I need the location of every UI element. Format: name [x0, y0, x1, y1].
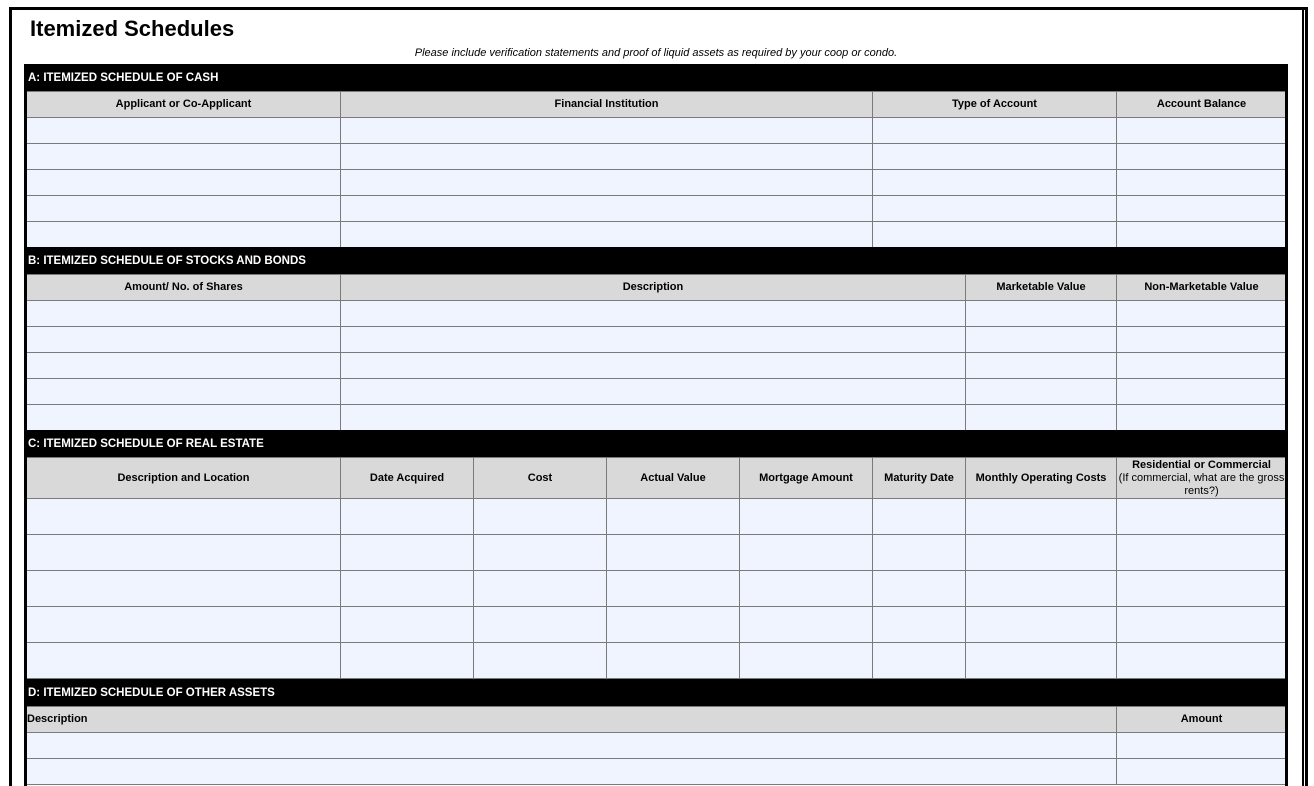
- stock-non-marketable-field[interactable]: [1117, 379, 1287, 405]
- table-outline-left: [24, 64, 27, 786]
- cash-applicant-field[interactable]: [27, 222, 341, 248]
- stock-shares-field[interactable]: [27, 301, 341, 327]
- col-applicant: Applicant or Co-Applicant: [27, 92, 341, 118]
- cash-institution-field[interactable]: [341, 196, 873, 222]
- re-value-field[interactable]: [607, 571, 740, 607]
- re-operating-field[interactable]: [966, 499, 1117, 535]
- section-d-heading: D: ITEMIZED SCHEDULE OF OTHER ASSETS: [24, 679, 1288, 707]
- re-operating-field[interactable]: [966, 535, 1117, 571]
- col-date-acquired: Date Acquired: [341, 458, 474, 499]
- col-description: Description: [341, 275, 966, 301]
- other-assets-table: [26, 706, 1287, 785]
- re-date-field[interactable]: [341, 571, 474, 607]
- stock-marketable-field[interactable]: [966, 405, 1117, 431]
- real-estate-table: [26, 457, 1287, 679]
- cash-balance-field[interactable]: [1117, 118, 1287, 144]
- col-marketable-value: Marketable Value: [966, 275, 1117, 301]
- stock-shares-field[interactable]: [27, 379, 341, 405]
- stock-non-marketable-field[interactable]: [1117, 327, 1287, 353]
- re-mortgage-field[interactable]: [740, 607, 873, 643]
- section-a-heading: A: ITEMIZED SCHEDULE OF CASH: [24, 64, 1288, 92]
- stock-marketable-field[interactable]: [966, 301, 1117, 327]
- re-cost-field[interactable]: [474, 643, 607, 679]
- col-description-location: Description and Location: [27, 458, 341, 499]
- stock-description-field[interactable]: [341, 379, 966, 405]
- re-operating-field[interactable]: [966, 643, 1117, 679]
- re-cost-field[interactable]: [474, 499, 607, 535]
- re-type-field[interactable]: [1117, 643, 1287, 679]
- re-maturity-field[interactable]: [873, 643, 966, 679]
- cash-account-type-field[interactable]: [873, 196, 1117, 222]
- stock-shares-field[interactable]: [27, 405, 341, 431]
- page-subtitle: Please include verification statements and proof of liquid assets as required by your coop or condo.: [414, 47, 898, 59]
- cash-account-type-field[interactable]: [873, 144, 1117, 170]
- stock-marketable-field[interactable]: [966, 353, 1117, 379]
- stock-description-field[interactable]: [341, 405, 966, 431]
- re-description-field[interactable]: [27, 535, 341, 571]
- stock-non-marketable-field[interactable]: [1117, 405, 1287, 431]
- col-financial-institution: Financial Institution: [341, 92, 873, 118]
- re-date-field[interactable]: [341, 643, 474, 679]
- re-description-field[interactable]: [27, 607, 341, 643]
- re-cost-field[interactable]: [474, 607, 607, 643]
- re-description-field[interactable]: [27, 643, 341, 679]
- cash-balance-field[interactable]: [1117, 222, 1287, 248]
- re-date-field[interactable]: [341, 607, 474, 643]
- re-description-field[interactable]: [27, 571, 341, 607]
- re-date-field[interactable]: [341, 499, 474, 535]
- re-mortgage-field[interactable]: [740, 571, 873, 607]
- re-value-field[interactable]: [607, 535, 740, 571]
- col-actual-value: Actual Value: [607, 458, 740, 499]
- col-maturity-date: Maturity Date: [873, 458, 966, 499]
- re-type-field[interactable]: [1117, 535, 1287, 571]
- col-other-amount: Amount: [1117, 707, 1287, 733]
- cash-account-type-field[interactable]: [873, 118, 1117, 144]
- col-cost: Cost: [474, 458, 607, 499]
- stock-description-field[interactable]: [341, 327, 966, 353]
- stock-shares-field[interactable]: [27, 353, 341, 379]
- cash-applicant-field[interactable]: [27, 196, 341, 222]
- re-value-field[interactable]: [607, 607, 740, 643]
- re-operating-field[interactable]: [966, 571, 1117, 607]
- cash-institution-field[interactable]: [341, 118, 873, 144]
- cash-applicant-field[interactable]: [27, 144, 341, 170]
- col-amount-shares: Amount/ No. of Shares: [27, 275, 341, 301]
- cash-balance-field[interactable]: [1117, 170, 1287, 196]
- re-description-field[interactable]: [27, 499, 341, 535]
- cash-account-type-field[interactable]: [873, 222, 1117, 248]
- re-cost-field[interactable]: [474, 535, 607, 571]
- cash-balance-field[interactable]: [1117, 144, 1287, 170]
- re-maturity-field[interactable]: [873, 607, 966, 643]
- col-mortgage-amount: Mortgage Amount: [740, 458, 873, 499]
- cash-institution-field[interactable]: [341, 222, 873, 248]
- stock-marketable-field[interactable]: [966, 379, 1117, 405]
- section-c-heading: C: ITEMIZED SCHEDULE OF REAL ESTATE: [24, 430, 1288, 458]
- form-border-right: [1302, 7, 1304, 786]
- re-mortgage-field[interactable]: [740, 535, 873, 571]
- re-mortgage-field[interactable]: [740, 643, 873, 679]
- re-value-field[interactable]: [607, 643, 740, 679]
- other-description-field[interactable]: [27, 759, 1117, 785]
- cash-applicant-field[interactable]: [27, 170, 341, 196]
- col-account-balance: Account Balance: [1117, 92, 1287, 118]
- cash-applicant-field[interactable]: [27, 118, 341, 144]
- other-amount-field[interactable]: [1117, 759, 1287, 785]
- cash-balance-field[interactable]: [1117, 196, 1287, 222]
- col-residential-commercial-label: Residential or Commercial: [1132, 458, 1271, 471]
- page-title: Itemized Schedules: [30, 16, 235, 41]
- stock-description-field[interactable]: [341, 301, 966, 327]
- re-type-field[interactable]: [1117, 571, 1287, 607]
- stock-description-field[interactable]: [341, 353, 966, 379]
- re-value-field[interactable]: [607, 499, 740, 535]
- re-type-field[interactable]: [1117, 499, 1287, 535]
- re-cost-field[interactable]: [474, 571, 607, 607]
- re-maturity-field[interactable]: [873, 571, 966, 607]
- col-type-of-account: Type of Account: [873, 92, 1117, 118]
- stock-non-marketable-field[interactable]: [1117, 353, 1287, 379]
- col-other-description: Description: [27, 707, 1117, 733]
- section-b-heading: B: ITEMIZED SCHEDULE OF STOCKS AND BONDS: [24, 247, 1288, 275]
- re-date-field[interactable]: [341, 535, 474, 571]
- table-outline-right: [1285, 64, 1288, 786]
- col-residential-commercial: [1117, 458, 1287, 499]
- stock-non-marketable-field[interactable]: [1117, 301, 1287, 327]
- col-residential-commercial-note: (If commercial, what are the gross rents?): [1118, 471, 1285, 497]
- cash-account-type-field[interactable]: [873, 170, 1117, 196]
- stock-shares-field[interactable]: [27, 327, 341, 353]
- stocks-bonds-table: [26, 274, 1287, 431]
- other-amount-field[interactable]: [1117, 733, 1287, 759]
- re-maturity-field[interactable]: [873, 499, 966, 535]
- cash-institution-field[interactable]: [341, 144, 873, 170]
- re-type-field[interactable]: [1117, 607, 1287, 643]
- col-monthly-operating-costs: Monthly Operating Costs: [966, 458, 1117, 499]
- other-description-field[interactable]: [27, 733, 1117, 759]
- cash-schedule-table: [26, 91, 1287, 248]
- re-operating-field[interactable]: [966, 607, 1117, 643]
- re-mortgage-field[interactable]: [740, 499, 873, 535]
- stock-marketable-field[interactable]: [966, 327, 1117, 353]
- cash-institution-field[interactable]: [341, 170, 873, 196]
- col-non-marketable-value: Non-Marketable Value: [1117, 275, 1287, 301]
- re-maturity-field[interactable]: [873, 535, 966, 571]
